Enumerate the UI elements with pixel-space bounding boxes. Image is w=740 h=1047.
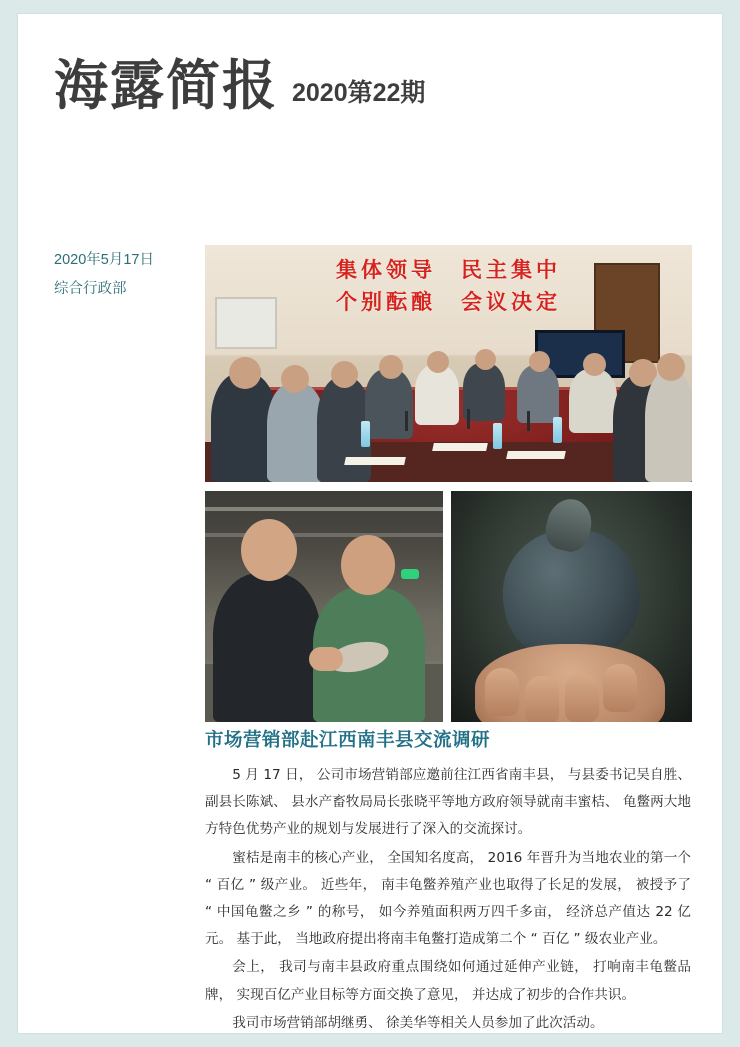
microphone	[405, 411, 408, 431]
water-bottle	[361, 421, 370, 447]
document-on-table	[432, 443, 488, 451]
finger	[603, 664, 637, 712]
microphone	[527, 411, 530, 431]
person-head	[241, 519, 297, 581]
hand	[309, 647, 343, 671]
document-on-table	[506, 451, 566, 459]
person	[569, 369, 617, 433]
person-head	[341, 535, 395, 595]
person-head	[331, 361, 358, 388]
banner-line-1: 集体领导 民主集中	[336, 258, 561, 282]
article-paragraph: 5 月 17 日， 公司市场营销部应邀前往江西省南丰县， 与县委书记吴自胜、 副县长陈斌、 县水产畜牧局局长张晓平等地方政府领导就南丰蜜桔、 龟鳖两大地方特色优势产业的规划与发展进行了深入的交流探讨。	[205, 767, 691, 838]
banner-line-2: 个别酝酿 会议决定	[336, 289, 561, 314]
person-head	[229, 357, 261, 389]
issue-number: 2020第22期	[292, 79, 426, 107]
banner-text	[205, 255, 692, 318]
roof-beam	[205, 533, 443, 537]
water-bottle	[553, 417, 562, 443]
finger	[565, 674, 599, 722]
document-on-table	[344, 457, 406, 465]
article-title: 市场营销部赴江西南丰县交流调研	[205, 730, 491, 751]
microphone	[467, 409, 470, 429]
finger	[525, 676, 559, 722]
finger	[485, 668, 519, 716]
person-head	[529, 351, 550, 372]
photo-turtle-closeup	[451, 491, 692, 722]
masthead	[54, 54, 426, 117]
person	[517, 365, 559, 423]
person	[213, 573, 321, 722]
meta-column	[54, 246, 194, 304]
photo-meeting	[205, 245, 692, 482]
person	[415, 365, 459, 425]
roof-beam	[205, 507, 443, 511]
photo-inspection	[205, 491, 443, 722]
paper-sheet	[18, 14, 722, 1033]
person-head	[281, 365, 309, 393]
page-title: 海露简报	[54, 54, 278, 117]
person-head	[583, 353, 606, 376]
flashlight	[401, 569, 419, 579]
article-body	[205, 762, 691, 1038]
person-head	[657, 353, 685, 381]
publication-date: 2020年5月17日	[54, 252, 154, 268]
publishing-department: 综合行政部	[54, 281, 127, 297]
person	[645, 371, 692, 482]
article-paragraph: 我司市场营销部胡继勇、 徐美华等相关人员参加了此次活动。	[232, 1014, 604, 1031]
article-paragraph: 蜜桔是南丰的核心产业， 全国知名度高， 2016 年晋升为当地农业的第一个 “ 百亿 ” 级产业。 近些年， 南丰龟鳖养殖产业也取得了长足的发展， 被授予了 “ 中国龟鳖之乡 ” 的称号， 如今养殖面积两万四千多亩， 经济总产值达 22 亿元。 基于此， 当地政府提出将南丰龟鳖打造成第二个 “ 百亿 ” 级农业产业。	[205, 849, 691, 948]
person-head	[379, 355, 403, 379]
article-paragraph: 会上， 我司与南丰县政府重点围绕如何通过延伸产业链， 打响南丰龟鳖品牌， 实现百亿产业目标等方面交换了意见， 并达成了初步的合作共识。	[205, 959, 691, 1003]
person-head	[427, 351, 449, 373]
person-head	[475, 349, 496, 370]
water-bottle	[493, 423, 502, 449]
